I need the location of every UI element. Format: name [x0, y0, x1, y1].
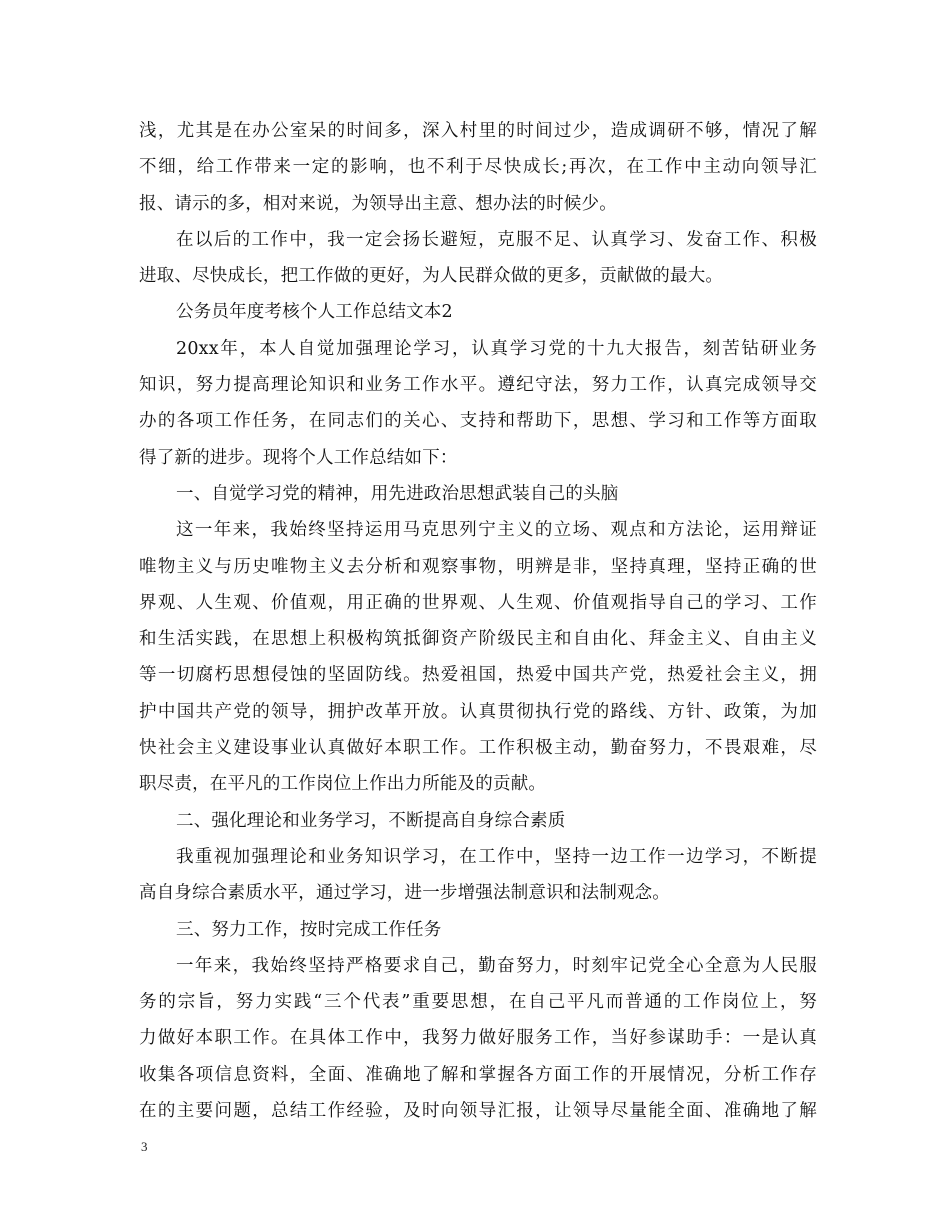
- text-line: 等一切腐朽思想侵蚀的坚固防线。热爱祖国，热爱中国共产党，热爱社会主义，拥: [139, 665, 817, 686]
- text-line: 护中国共产党的领导，拥护改革开放。认真贯彻执行党的路线、方针、政策，为加: [139, 701, 817, 722]
- page-number: 3: [141, 1139, 148, 1154]
- text-line: 一年来，我始终坚持严格要求自己，勤奋努力，时刻牢记党全心全意为人民服: [176, 955, 817, 976]
- text-line: 我重视加强理论和业务知识学习，在工作中，坚持一边工作一边学习，不断提: [176, 846, 817, 867]
- text-line: 高自身综合素质水平，通过学习，进一步增强法制意识和法制观念。: [139, 883, 670, 904]
- text-line: 报、请示的多，相对来说，为领导出主意、想办法的时候少。: [139, 193, 617, 214]
- text-line: 界观、人生观、价值观，用正确的世界观、人生观、价值观指导自己的学习、工作: [139, 592, 817, 613]
- text-line: 力做好本职工作。在具体工作中，我努力做好服务工作，当好参谋助手：一是认真: [139, 1028, 817, 1049]
- text-line: 进取、尽快成长，把工作做的更好，为人民群众做的更多，贡献做的最大。: [139, 266, 724, 287]
- text-line: 浅，尤其是在办公室呆的时间多，深入村里的时间过少，造成调研不够，情况了解: [139, 121, 817, 141]
- text-line: 快社会主义建设事业认真做好本职工作。工作积极主动，勤奋努力，不畏艰难，尽: [139, 738, 817, 759]
- text-line: 和生活实践，在思想上积极构筑抵御资产阶级民主和自由化、拜金主义、自由主义: [139, 629, 817, 650]
- body-text: [139, 113, 817, 1129]
- text-line: 在的主要问题，总结工作经验，及时向领导汇报，让领导尽量能全面、准确地了解: [139, 1101, 817, 1122]
- text-line: 职尽责，在平凡的工作岗位上作出力所能及的贡献。: [139, 774, 547, 795]
- text-line: 一、自觉学习党的精神，用先进政治思想武装自己的头脑: [176, 483, 619, 504]
- text-line: 在以后的工作中，我一定会扬长避短，克服不足、认真学习、发奋工作、积极: [176, 229, 817, 250]
- text-line: 20xx年，本人自觉加强理论学习，认真学习党的十九大报告，刻苦钻研业务: [176, 338, 817, 359]
- text-line: 公务员年度考核个人工作总结文本2: [176, 302, 453, 323]
- text-line: 这一年来，我始终坚持运用马克思列宁主义的立场、观点和方法论，运用辩证: [176, 520, 817, 541]
- text-line: 唯物主义与历史唯物主义去分析和观察事物，明辨是非，坚持真理，坚持正确的世: [139, 556, 817, 577]
- text-line: 得了新的进步。现将个人工作总结如下：: [139, 447, 458, 468]
- text-line: 不细，给工作带来一定的影响，也不利于尽快成长;再次，在工作中主动向领导汇: [139, 157, 817, 178]
- text-line: 二、强化理论和业务学习，不断提高自身综合素质: [176, 810, 566, 831]
- text-line: 三、努力工作，按时完成工作任务: [176, 919, 442, 940]
- text-line: 办的各项工作任务，在同志们的关心、支持和帮助下，思想、学习和工作等方面取: [139, 411, 817, 432]
- text-line: 知识，努力提高理论知识和业务工作水平。遵纪守法，努力工作，认真完成领导交: [139, 375, 817, 396]
- text-line: 收集各项信息资料，全面、准确地了解和掌握各方面工作的开展情况，分析工作存: [139, 1064, 817, 1085]
- text-line: 务的宗旨，努力实践“三个代表”重要思想，在自己平凡而普通的工作岗位上，努: [139, 992, 817, 1013]
